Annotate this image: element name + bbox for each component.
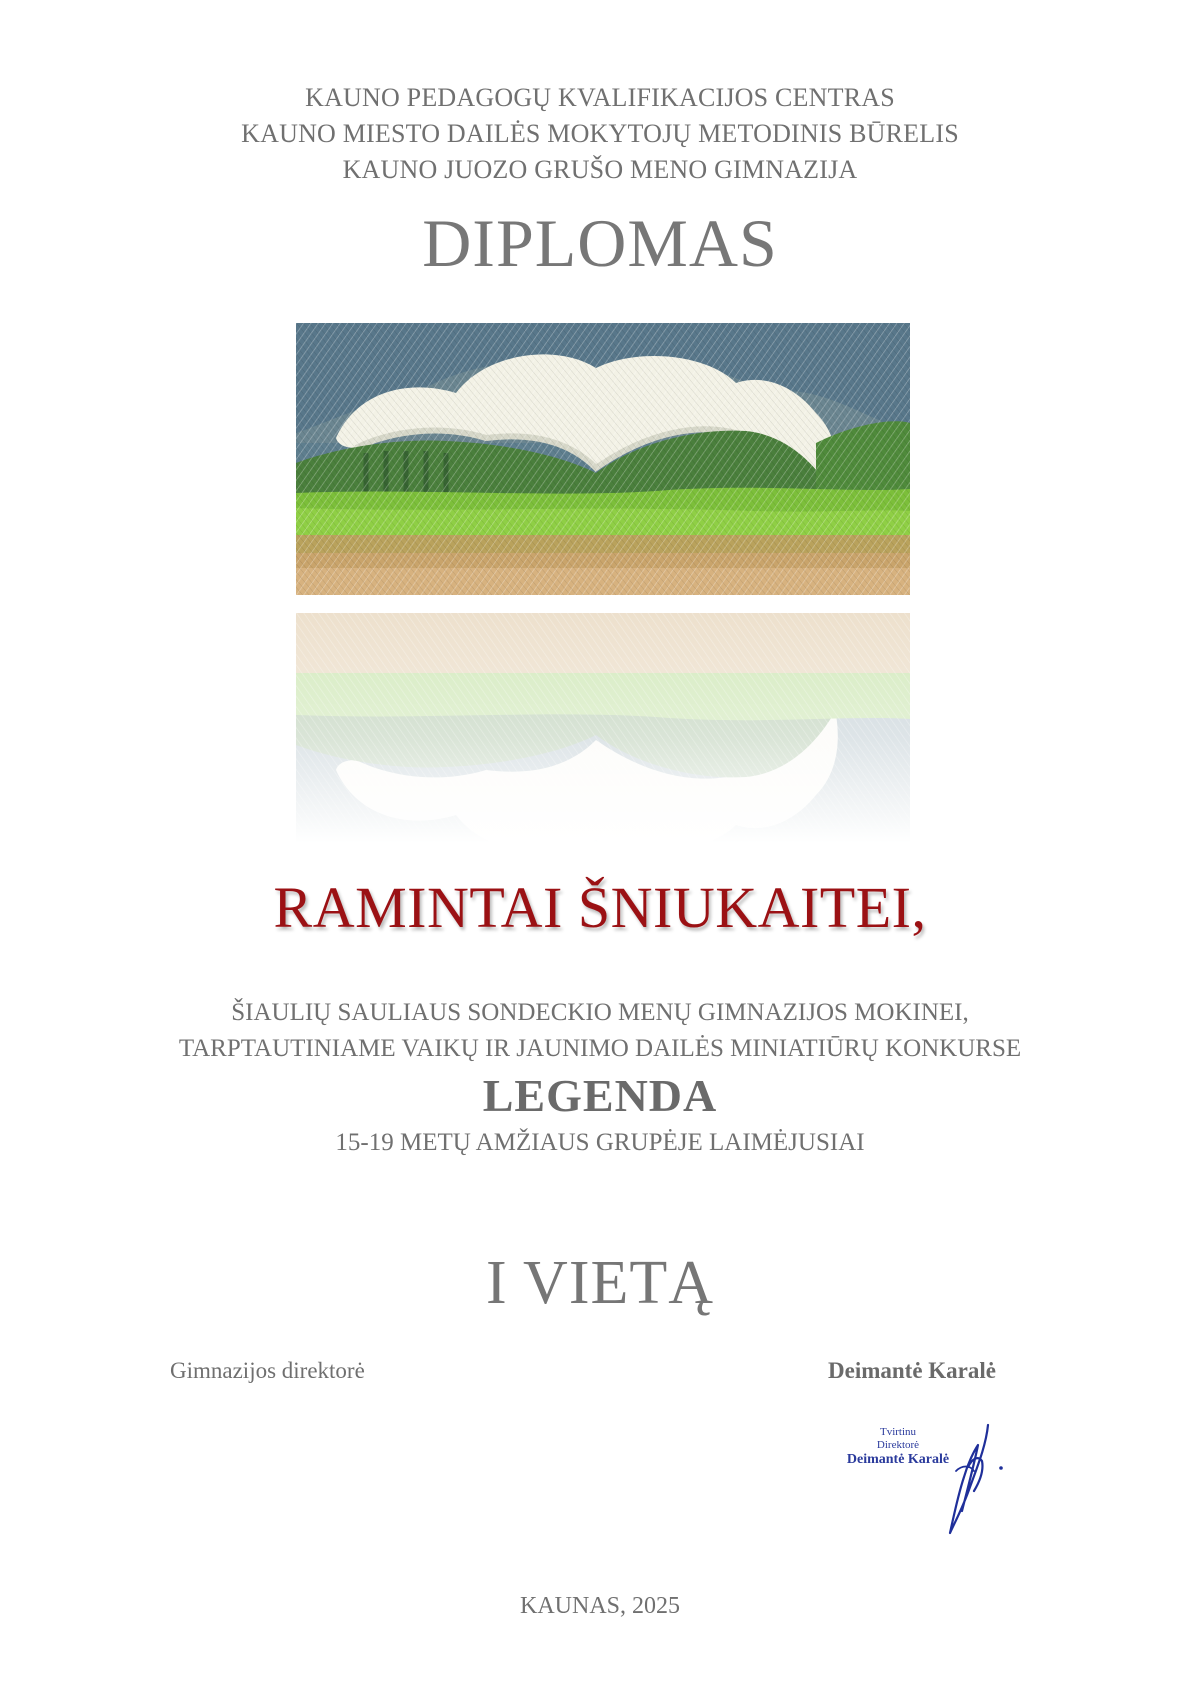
signatory-role: Gimnazijos direktorė xyxy=(170,1358,365,1383)
organizer-line: KAUNO PEDAGOGŲ KVALIFIKACIJOS CENTRAS xyxy=(305,83,895,112)
approval-stamp-icon xyxy=(838,1415,1008,1545)
stamp-line: Direktorė xyxy=(876,1439,920,1451)
award-details xyxy=(0,995,1200,1161)
diploma-title: DIPLOMAS xyxy=(422,205,778,281)
place-date-footer: KAUNAS, 2025 xyxy=(519,1593,680,1619)
stamp-line: Deimantė Karalė xyxy=(846,1452,950,1467)
recipient-name: RAMINTAI ŠNIUKAITEI, xyxy=(273,875,927,940)
contest-line: TARPTAUTINIAME VAIKŲ IR JAUNIMO DAILĖS MINIATIŪRŲ KONKURSE xyxy=(178,1035,1022,1062)
age-group-line: 15-19 METŲ AMŽIAUS GRUPĖJE LAIMĖJUSIAI xyxy=(335,1129,865,1156)
place-award: I VIETĄ xyxy=(486,1249,714,1317)
contest-name: LEGENDA xyxy=(482,1070,718,1121)
landscape-artwork-icon xyxy=(296,323,910,843)
organizer-line: KAUNO JUOZO GRUŠO MENO GIMNAZIJA xyxy=(342,155,858,184)
signatory-name: Deimantė Karalė xyxy=(828,1358,996,1383)
school-line: ŠIAULIŲ SAULIAUS SONDECKIO MENŲ GIMNAZIJOS MOKINEI, xyxy=(231,999,969,1026)
organizer-line: KAUNO MIESTO DAILĖS MOKYTOJŲ METODINIS BŪRELIS xyxy=(241,119,959,148)
organizer-header xyxy=(0,80,1200,188)
stamp-line: Tvirtinu xyxy=(879,1426,917,1438)
